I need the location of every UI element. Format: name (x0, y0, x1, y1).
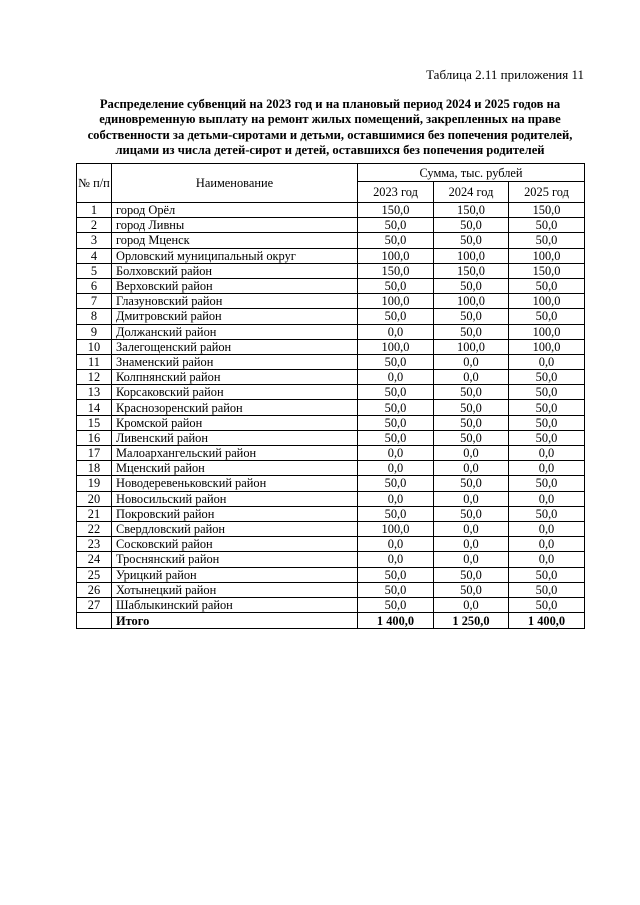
value-2024: 50,0 (434, 278, 509, 293)
value-2024: 100,0 (434, 339, 509, 354)
value-2024: 0,0 (434, 354, 509, 369)
table-row (77, 506, 585, 521)
value-2023: 50,0 (358, 567, 434, 582)
table-row (77, 218, 585, 233)
value-2023: 50,0 (358, 385, 434, 400)
header-year-2025: 2025 год (509, 182, 585, 203)
table-row (77, 476, 585, 491)
value-2023: 50,0 (358, 582, 434, 597)
header-name: Наименование (112, 164, 358, 203)
row-name: Дмитровский район (112, 309, 358, 324)
value-2023: 50,0 (358, 430, 434, 445)
row-name: Должанский район (112, 324, 358, 339)
row-number: 16 (77, 430, 112, 445)
value-2023: 50,0 (358, 354, 434, 369)
table-row (77, 491, 585, 506)
value-2023: 50,0 (358, 415, 434, 430)
row-name: Малоархангельский район (112, 446, 358, 461)
table-row (77, 446, 585, 461)
value-2023: 50,0 (358, 218, 434, 233)
row-number: 12 (77, 370, 112, 385)
row-name: Шаблыкинский район (112, 597, 358, 612)
table-row (77, 278, 585, 293)
row-number: 7 (77, 294, 112, 309)
row-name: Болховский район (112, 263, 358, 278)
table-row (77, 537, 585, 552)
row-number: 9 (77, 324, 112, 339)
row-number: 1 (77, 203, 112, 218)
table-row (77, 248, 585, 263)
value-2024: 0,0 (434, 491, 509, 506)
value-2023: 50,0 (358, 506, 434, 521)
table-row (77, 385, 585, 400)
row-name: Краснозоренский район (112, 400, 358, 415)
table-row (77, 567, 585, 582)
total-2025: 1 400,0 (509, 613, 585, 629)
row-number: 10 (77, 339, 112, 354)
value-2024: 150,0 (434, 203, 509, 218)
row-number: 27 (77, 597, 112, 612)
value-2025: 50,0 (509, 415, 585, 430)
value-2023: 0,0 (358, 461, 434, 476)
row-name: город Ливны (112, 218, 358, 233)
value-2023: 150,0 (358, 263, 434, 278)
value-2025: 0,0 (509, 461, 585, 476)
row-number: 13 (77, 385, 112, 400)
row-number: 5 (77, 263, 112, 278)
value-2024: 150,0 (434, 263, 509, 278)
table-row (77, 582, 585, 597)
value-2025: 50,0 (509, 597, 585, 612)
value-2025: 0,0 (509, 537, 585, 552)
value-2023: 50,0 (358, 400, 434, 415)
value-2025: 0,0 (509, 521, 585, 536)
value-2025: 0,0 (509, 446, 585, 461)
row-number: 26 (77, 582, 112, 597)
value-2024: 0,0 (434, 552, 509, 567)
value-2024: 0,0 (434, 446, 509, 461)
value-2023: 100,0 (358, 248, 434, 263)
table-row (77, 294, 585, 309)
table-row (77, 430, 585, 445)
row-number: 20 (77, 491, 112, 506)
title-line: Распределение субвенций на 2023 год и на плановый период 2024 и 2025 годов на (99, 97, 561, 111)
table-row (77, 354, 585, 369)
table-row (77, 521, 585, 536)
table-row (77, 263, 585, 278)
value-2025: 100,0 (509, 339, 585, 354)
total-empty-cell (77, 613, 112, 629)
row-name: Корсаковский район (112, 385, 358, 400)
header-sum: Сумма, тыс. рублей (358, 164, 585, 182)
value-2024: 50,0 (434, 582, 509, 597)
row-number: 22 (77, 521, 112, 536)
value-2025: 100,0 (509, 294, 585, 309)
value-2024: 50,0 (434, 309, 509, 324)
row-number: 14 (77, 400, 112, 415)
table-row (77, 339, 585, 354)
value-2023: 100,0 (358, 521, 434, 536)
table-row (77, 461, 585, 476)
table-row (77, 400, 585, 415)
table-row (77, 203, 585, 218)
row-number: 24 (77, 552, 112, 567)
row-name: Глазуновский район (112, 294, 358, 309)
value-2024: 0,0 (434, 370, 509, 385)
value-2025: 150,0 (509, 203, 585, 218)
row-name: Колпнянский район (112, 370, 358, 385)
row-number: 3 (77, 233, 112, 248)
value-2023: 50,0 (358, 233, 434, 248)
table-row (77, 415, 585, 430)
total-row (77, 613, 585, 629)
value-2024: 50,0 (434, 506, 509, 521)
value-2024: 0,0 (434, 597, 509, 612)
row-name: Кромской район (112, 415, 358, 430)
value-2024: 0,0 (434, 521, 509, 536)
value-2023: 50,0 (358, 309, 434, 324)
table-body (77, 203, 585, 629)
value-2025: 150,0 (509, 263, 585, 278)
row-name: город Мценск (112, 233, 358, 248)
row-name: Новосильский район (112, 491, 358, 506)
row-name: Троснянский район (112, 552, 358, 567)
total-2024: 1 250,0 (434, 613, 509, 629)
value-2023: 50,0 (358, 476, 434, 491)
value-2023: 0,0 (358, 370, 434, 385)
title-line: лицами из числа детей-сирот и детей, оставшихся без попечения родителей (115, 143, 545, 158)
value-2024: 50,0 (434, 430, 509, 445)
table-row (77, 324, 585, 339)
row-name: Мценский район (112, 461, 358, 476)
row-number: 21 (77, 506, 112, 521)
value-2025: 0,0 (509, 552, 585, 567)
value-2025: 100,0 (509, 324, 585, 339)
row-number: 18 (77, 461, 112, 476)
header-year-2023: 2023 год (358, 182, 434, 203)
value-2023: 0,0 (358, 324, 434, 339)
value-2024: 0,0 (434, 537, 509, 552)
row-number: 19 (77, 476, 112, 491)
value-2025: 50,0 (509, 218, 585, 233)
value-2024: 50,0 (434, 233, 509, 248)
row-number: 4 (77, 248, 112, 263)
row-name: Новодеревеньковский район (112, 476, 358, 491)
row-number: 8 (77, 309, 112, 324)
value-2023: 100,0 (358, 339, 434, 354)
row-number: 25 (77, 567, 112, 582)
row-name: Ливенский район (112, 430, 358, 445)
table-row (77, 370, 585, 385)
row-name: Сосковский район (112, 537, 358, 552)
title-line: единовременную выплату на ремонт жилых помещений, закрепленных на праве (99, 112, 561, 127)
value-2025: 50,0 (509, 582, 585, 597)
value-2025: 50,0 (509, 400, 585, 415)
subvention-table (76, 163, 585, 629)
value-2025: 50,0 (509, 476, 585, 491)
row-name: город Орёл (112, 203, 358, 218)
value-2024: 100,0 (434, 248, 509, 263)
document-title (76, 97, 584, 159)
row-name: Знаменский район (112, 354, 358, 369)
value-2023: 50,0 (358, 278, 434, 293)
value-2024: 50,0 (434, 415, 509, 430)
total-label: Итого (112, 613, 358, 629)
value-2025: 50,0 (509, 506, 585, 521)
row-name: Орловский муниципальный округ (112, 248, 358, 263)
table-row (77, 597, 585, 612)
value-2025: 0,0 (509, 491, 585, 506)
value-2024: 50,0 (434, 400, 509, 415)
row-name: Покровский район (112, 506, 358, 521)
value-2023: 100,0 (358, 294, 434, 309)
value-2025: 0,0 (509, 354, 585, 369)
header-year-2024: 2024 год (434, 182, 509, 203)
value-2025: 50,0 (509, 309, 585, 324)
row-name: Хотынецкий район (112, 582, 358, 597)
row-number: 2 (77, 218, 112, 233)
table-row (77, 309, 585, 324)
value-2024: 50,0 (434, 324, 509, 339)
row-number: 11 (77, 354, 112, 369)
value-2025: 50,0 (509, 430, 585, 445)
value-2023: 0,0 (358, 446, 434, 461)
value-2025: 100,0 (509, 248, 585, 263)
row-number: 6 (77, 278, 112, 293)
value-2023: 150,0 (358, 203, 434, 218)
value-2024: 50,0 (434, 218, 509, 233)
value-2024: 50,0 (434, 476, 509, 491)
value-2024: 100,0 (434, 294, 509, 309)
value-2024: 0,0 (434, 461, 509, 476)
row-number: 17 (77, 446, 112, 461)
row-name: Урицкий район (112, 567, 358, 582)
row-number: 23 (77, 537, 112, 552)
table-row (77, 552, 585, 567)
row-name: Свердловский район (112, 521, 358, 536)
row-name: Верховский район (112, 278, 358, 293)
value-2023: 0,0 (358, 537, 434, 552)
value-2025: 50,0 (509, 385, 585, 400)
value-2023: 0,0 (358, 491, 434, 506)
value-2023: 50,0 (358, 597, 434, 612)
value-2023: 0,0 (358, 552, 434, 567)
table-row (77, 233, 585, 248)
value-2025: 50,0 (509, 567, 585, 582)
row-number: 15 (77, 415, 112, 430)
total-2023: 1 400,0 (358, 613, 434, 629)
value-2024: 50,0 (434, 385, 509, 400)
value-2024: 50,0 (434, 567, 509, 582)
value-2025: 50,0 (509, 233, 585, 248)
row-name: Залегощенский район (112, 339, 358, 354)
value-2025: 50,0 (509, 370, 585, 385)
page-reference: Таблица 2.11 приложения 11 (426, 67, 584, 82)
title-line: собственности за детьми-сиротами и детьми, оставшимися без попечения родителей, (87, 127, 573, 142)
header-num: № п/п (77, 164, 112, 203)
value-2025: 50,0 (509, 278, 585, 293)
